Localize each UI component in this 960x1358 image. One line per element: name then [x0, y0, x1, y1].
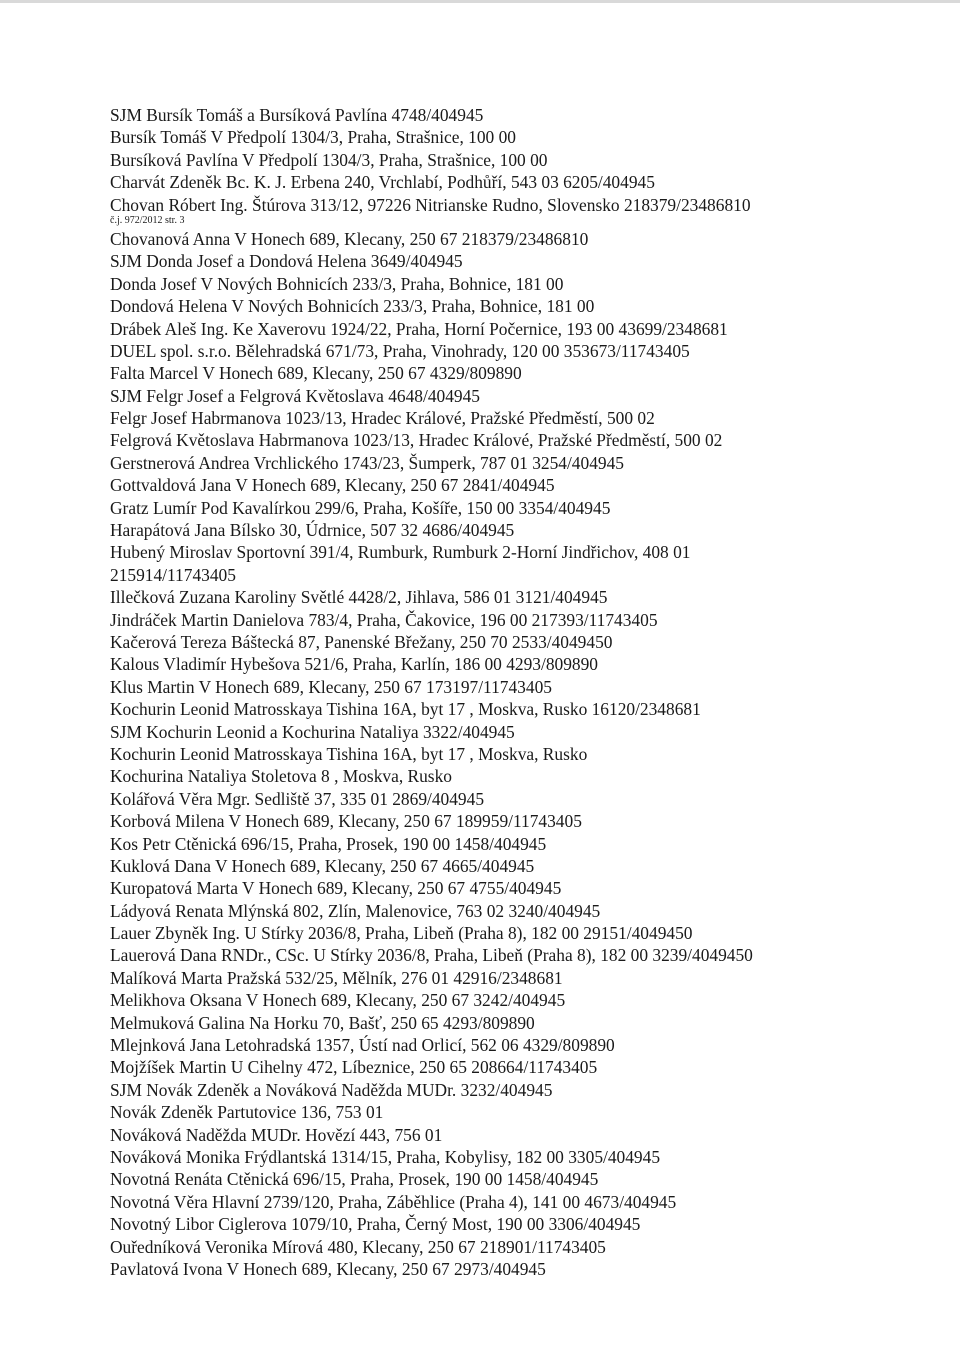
- owner-entry: Kochurin Leonid Matrosskaya Tishina 16A, byt 17 , Moskva, Rusko: [110, 743, 588, 764]
- owner-entry: Drábek Aleš Ing. Ke Xaverovu 1924/22, Praha, Horní Počernice, 193 00 43699/2348681: [110, 318, 728, 339]
- owner-entry: Ouředníková Veronika Mírová 480, Klecany, 250 67 218901/11743405: [110, 1236, 606, 1257]
- owner-list-document: [110, 104, 950, 1280]
- scan-top-edge: [0, 0, 960, 3]
- owner-entry: Novotná Renáta Ctěnická 696/15, Praha, Prosek, 190 00 1458/404945: [110, 1169, 599, 1190]
- owner-entry: Harapátová Jana Bílsko 30, Údrnice, 507 32 4686/404945: [110, 520, 515, 541]
- owner-entry: Kolářová Věra Mgr. Sedliště 37, 335 01 2869/404945: [110, 788, 485, 809]
- owner-entry: Korbová Milena V Honech 689, Klecany, 250 67 189959/11743405: [110, 811, 582, 832]
- owner-entry: Melmuková Galina Na Horku 70, Bašť, 250 65 4293/809890: [110, 1012, 535, 1033]
- owner-entry: Malíková Marta Pražská 532/25, Mělník, 276 01 42916/2348681: [110, 967, 563, 988]
- owner-entry: Melikhova Oksana V Honech 689, Klecany, 250 67 3242/404945: [110, 990, 566, 1011]
- owner-entry: Felgrová Květoslava Habrmanova 1023/13, Hradec Králové, Pražské Předměstí, 500 02: [110, 430, 723, 451]
- owner-entry: Novotná Věra Hlavní 2739/120, Praha, Záběhlice (Praha 4), 141 00 4673/404945: [110, 1191, 677, 1212]
- owner-entry: Kos Petr Ctěnická 696/15, Praha, Prosek, 190 00 1458/404945: [110, 833, 547, 854]
- owner-entry: Ládyová Renata Mlýnská 802, Zlín, Malenovice, 763 02 3240/404945: [110, 900, 601, 921]
- owner-entry: Kochurin Leonid Matrosskaya Tishina 16A, byt 17 , Moskva, Rusko 16120/2348681: [110, 699, 701, 720]
- owner-entry: Novák Zdeněk Partutovice 136, 753 01: [110, 1102, 384, 1123]
- owner-entry: SJM Bursík Tomáš a Bursíková Pavlína 4748/404945: [110, 105, 484, 125]
- owner-entry: Jindráček Martin Danielova 783/4, Praha, Čakovice, 196 00 217393/11743405: [110, 609, 658, 630]
- owner-entry: SJM Donda Josef a Dondová Helena 3649/404945: [110, 251, 463, 272]
- owner-entry: Pavlatová Ivona V Honech 689, Klecany, 250 67 2973/404945: [110, 1258, 546, 1279]
- owner-entry: SJM Felgr Josef a Felgrová Květoslava 4648/404945: [110, 385, 480, 406]
- owner-entry: SJM Novák Zdeněk a Nováková Naděžda MUDr. 3232/404945: [110, 1079, 553, 1100]
- owner-entry: Falta Marcel V Honech 689, Klecany, 250 67 4329/809890: [110, 363, 522, 384]
- owner-entry: Illečková Zuzana Karoliny Světlé 4428/2, Jihlava, 586 01 3121/404945: [110, 587, 608, 608]
- owner-entry: Kačerová Tereza Báštecká 87, Panenské Břežany, 250 70 2533/4049450: [110, 631, 613, 652]
- owner-entry: Nováková Monika Frýdlantská 1314/15, Praha, Kobylisy, 182 00 3305/404945: [110, 1146, 661, 1167]
- owner-entry: Kuropatová Marta V Honech 689, Klecany, 250 67 4755/404945: [110, 878, 562, 899]
- owner-entry: Mlejnková Jana Letohradská 1357, Ústí nad Orlicí, 562 06 4329/809890: [110, 1035, 615, 1056]
- owner-entry: Gerstnerová Andrea Vrchlického 1743/23, Šumperk, 787 01 3254/404945: [110, 452, 624, 473]
- owner-entry: Novotný Libor Ciglerova 1079/10, Praha, Černý Most, 190 00 3306/404945: [110, 1214, 641, 1235]
- owner-entry: Nováková Naděžda MUDr. Hovězí 443, 756 01: [110, 1124, 443, 1145]
- owner-entry: Lauer Zbyněk Ing. U Stírky 2036/8, Praha, Libeň (Praha 8), 182 00 29151/4049450: [110, 923, 693, 944]
- owner-entry-continuation: 215914/11743405: [110, 564, 236, 585]
- owner-entry: Bursík Tomáš V Předpolí 1304/3, Praha, Strašnice, 100 00: [110, 127, 516, 148]
- owner-entry: Chovan Róbert Ing. Štúrova 313/12, 97226 Nitrianske Rudno, Slovensko 218379/23486810: [110, 194, 751, 215]
- owner-entry: Klus Martin V Honech 689, Klecany, 250 67 173197/11743405: [110, 676, 552, 697]
- owner-entry: Lauerová Dana RNDr., CSc. U Stírky 2036/8, Praha, Libeň (Praha 8), 182 00 3239/4049450: [110, 945, 753, 966]
- owner-entry: Felgr Josef Habrmanova 1023/13, Hradec Králové, Pražské Předměstí, 500 02: [110, 408, 655, 429]
- owner-entry: Chovanová Anna V Honech 689, Klecany, 250 67 218379/23486810: [110, 228, 589, 249]
- owner-entry: Kuklová Dana V Honech 689, Klecany, 250 67 4665/404945: [110, 855, 535, 876]
- owner-entry: Kochurina Nataliya Stoletova 8 , Moskva, Rusko: [110, 766, 452, 787]
- owner-entry: Gottvaldová Jana V Honech 689, Klecany, 250 67 2841/404945: [110, 475, 555, 496]
- owner-entry: Gratz Lumír Pod Kavalírkou 299/6, Praha, Košíře, 150 00 3354/404945: [110, 497, 611, 518]
- owner-entry: Mojžíšek Martin U Cihelny 472, Líbeznice, 250 65 208664/11743405: [110, 1057, 598, 1078]
- owner-entry: DUEL spol. s.r.o. Bělehradská 671/73, Praha, Vinohrady, 120 00 353673/11743405: [110, 340, 690, 361]
- owner-entry: SJM Kochurin Leonid a Kochurina Nataliya 3322/404945: [110, 721, 515, 742]
- page-reference-annotation: č.j. 972/2012 str. 3: [110, 214, 185, 226]
- owner-entry: Donda Josef V Nových Bohnicích 233/3, Praha, Bohnice, 181 00: [110, 273, 564, 294]
- owner-entry: Kalous Vladimír Hybešova 521/6, Praha, Karlín, 186 00 4293/809890: [110, 654, 599, 675]
- owner-entry: Hubený Miroslav Sportovní 391/4, Rumburk, Rumburk 2-Horní Jindřichov, 408 01: [110, 542, 691, 563]
- owner-entry: Dondová Helena V Nových Bohnicích 233/3, Praha, Bohnice, 181 00: [110, 296, 595, 317]
- owner-entry: Bursíková Pavlína V Předpolí 1304/3, Praha, Strašnice, 100 00: [110, 149, 548, 170]
- owner-entry: Charvát Zdeněk Bc. K. J. Erbena 240, Vrchlabí, Podhůří, 543 03 6205/404945: [110, 172, 655, 193]
